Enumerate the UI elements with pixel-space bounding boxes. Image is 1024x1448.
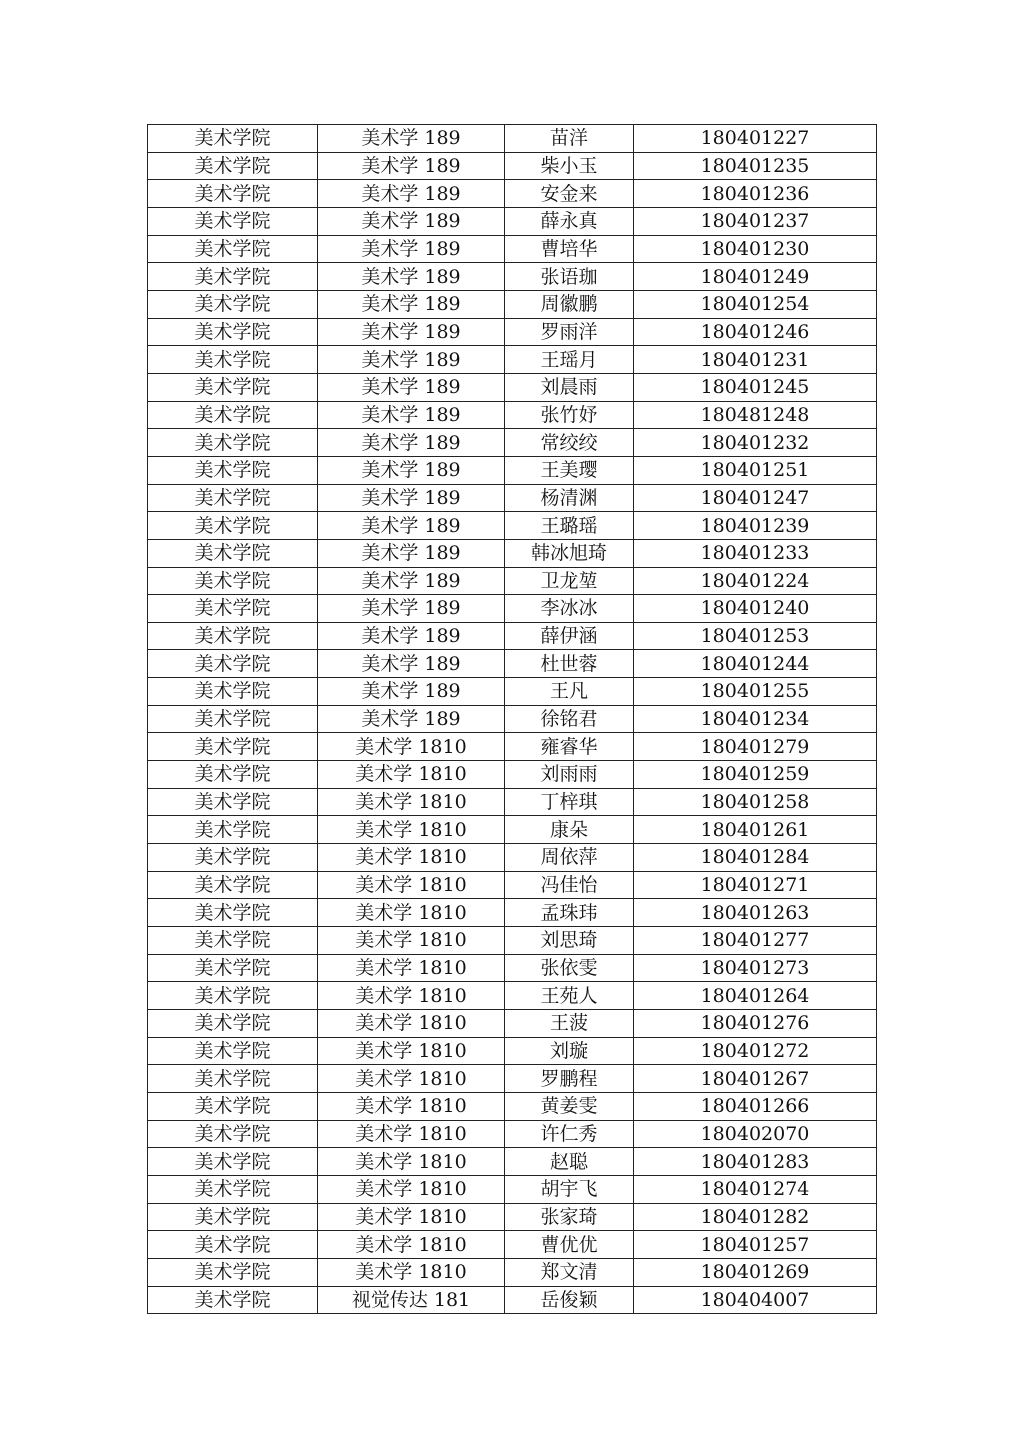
class-cell: 美术学 1810: [318, 927, 505, 955]
table-row: [148, 650, 877, 678]
student-id-cell: 180481248: [634, 401, 877, 429]
class-cell: 美术学 189: [318, 318, 505, 346]
student-name-cell: 康朵: [505, 816, 634, 844]
student-id-cell: 180401233: [634, 539, 877, 567]
table-row: [148, 705, 877, 733]
college-cell: 美术学院: [148, 1258, 318, 1286]
class-cell: 美术学 1810: [318, 1148, 505, 1176]
college-cell: 美术学院: [148, 678, 318, 706]
class-cell: 美术学 189: [318, 235, 505, 263]
class-cell: 美术学 189: [318, 484, 505, 512]
table-row: [148, 954, 877, 982]
student-id-cell: 180401254: [634, 290, 877, 318]
class-cell: 美术学 189: [318, 180, 505, 208]
student-name-cell: 刘雨雨: [505, 761, 634, 789]
student-name-cell: 杜世蓉: [505, 650, 634, 678]
student-id-cell: 180401251: [634, 456, 877, 484]
student-id-cell: 180401244: [634, 650, 877, 678]
student-id-cell: 180401234: [634, 705, 877, 733]
student-name-cell: 苗洋: [505, 125, 634, 153]
table-row: [148, 484, 877, 512]
class-cell: 美术学 1810: [318, 982, 505, 1010]
student-id-cell: 180401245: [634, 373, 877, 401]
student-name-cell: 刘璇: [505, 1037, 634, 1065]
class-cell: 美术学 189: [318, 429, 505, 457]
student-id-cell: 180401276: [634, 1010, 877, 1038]
student-name-cell: 安金来: [505, 180, 634, 208]
college-cell: 美术学院: [148, 539, 318, 567]
student-name-cell: 韩冰旭琦: [505, 539, 634, 567]
student-name-cell: 周徽鹏: [505, 290, 634, 318]
table-row: [148, 318, 877, 346]
student-name-cell: 周依萍: [505, 844, 634, 872]
table-row: [148, 567, 877, 595]
table-row: [148, 1148, 877, 1176]
college-cell: 美术学院: [148, 1037, 318, 1065]
student-id-cell: 180401271: [634, 871, 877, 899]
class-cell: 美术学 1810: [318, 1175, 505, 1203]
class-cell: 美术学 1810: [318, 1120, 505, 1148]
college-cell: 美术学院: [148, 180, 318, 208]
class-cell: 美术学 1810: [318, 899, 505, 927]
student-id-cell: 180401232: [634, 429, 877, 457]
class-cell: 美术学 189: [318, 207, 505, 235]
student-id-cell: 180404007: [634, 1286, 877, 1314]
college-cell: 美术学院: [148, 927, 318, 955]
student-name-cell: 冯佳怡: [505, 871, 634, 899]
class-cell: 美术学 1810: [318, 1203, 505, 1231]
class-cell: 美术学 1810: [318, 1037, 505, 1065]
student-name-cell: 张语珈: [505, 263, 634, 291]
student-name-cell: 卫龙堃: [505, 567, 634, 595]
student-name-cell: 刘晨雨: [505, 373, 634, 401]
class-cell: 美术学 189: [318, 678, 505, 706]
college-cell: 美术学院: [148, 207, 318, 235]
college-cell: 美术学院: [148, 954, 318, 982]
table-row: [148, 927, 877, 955]
class-cell: 美术学 1810: [318, 816, 505, 844]
student-name-cell: 张依雯: [505, 954, 634, 982]
student-name-cell: 赵聪: [505, 1148, 634, 1176]
college-cell: 美术学院: [148, 373, 318, 401]
student-name-cell: 罗雨洋: [505, 318, 634, 346]
table-row: [148, 512, 877, 540]
student-name-cell: 岳俊颖: [505, 1286, 634, 1314]
table-row: [148, 1175, 877, 1203]
class-cell: 美术学 189: [318, 622, 505, 650]
college-cell: 美术学院: [148, 484, 318, 512]
class-cell: 美术学 189: [318, 650, 505, 678]
class-cell: 美术学 189: [318, 346, 505, 374]
student-name-cell: 张竹妤: [505, 401, 634, 429]
table-row: [148, 429, 877, 457]
table-row: [148, 180, 877, 208]
table-row: [148, 1037, 877, 1065]
college-cell: 美术学院: [148, 595, 318, 623]
college-cell: 美术学院: [148, 1148, 318, 1176]
class-cell: 美术学 189: [318, 290, 505, 318]
student-name-cell: 徐铭君: [505, 705, 634, 733]
class-cell: 视觉传达 181: [318, 1286, 505, 1314]
class-cell: 美术学 189: [318, 125, 505, 153]
college-cell: 美术学院: [148, 705, 318, 733]
student-name-cell: 王瑶月: [505, 346, 634, 374]
table-row: [148, 1286, 877, 1314]
student-id-cell: 180401274: [634, 1175, 877, 1203]
college-cell: 美术学院: [148, 899, 318, 927]
table-row: [148, 816, 877, 844]
table-row: [148, 125, 877, 153]
college-cell: 美术学院: [148, 650, 318, 678]
student-name-cell: 薛永真: [505, 207, 634, 235]
student-name-cell: 孟珠玮: [505, 899, 634, 927]
college-cell: 美术学院: [148, 871, 318, 899]
student-roster-table: [147, 124, 877, 1314]
roster-body: [148, 125, 877, 1314]
student-name-cell: 刘思琦: [505, 927, 634, 955]
student-id-cell: 180401224: [634, 567, 877, 595]
table-row: [148, 1203, 877, 1231]
student-id-cell: 180401236: [634, 180, 877, 208]
student-name-cell: 黄姜雯: [505, 1092, 634, 1120]
table-row: [148, 622, 877, 650]
college-cell: 美术学院: [148, 1286, 318, 1314]
college-cell: 美术学院: [148, 982, 318, 1010]
student-id-cell: 180401230: [634, 235, 877, 263]
college-cell: 美术学院: [148, 1203, 318, 1231]
student-id-cell: 180401227: [634, 125, 877, 153]
student-id-cell: 180401277: [634, 927, 877, 955]
table-row: [148, 678, 877, 706]
table-row: [148, 539, 877, 567]
student-id-cell: 180401239: [634, 512, 877, 540]
table-row: [148, 152, 877, 180]
class-cell: 美术学 1810: [318, 761, 505, 789]
student-id-cell: 180401267: [634, 1065, 877, 1093]
student-name-cell: 罗鹏程: [505, 1065, 634, 1093]
student-name-cell: 王凡: [505, 678, 634, 706]
student-id-cell: 180401246: [634, 318, 877, 346]
student-id-cell: 180401259: [634, 761, 877, 789]
college-cell: 美术学院: [148, 401, 318, 429]
college-cell: 美术学院: [148, 761, 318, 789]
class-cell: 美术学 189: [318, 373, 505, 401]
class-cell: 美术学 189: [318, 512, 505, 540]
college-cell: 美术学院: [148, 1092, 318, 1120]
table-row: [148, 401, 877, 429]
table-row: [148, 844, 877, 872]
class-cell: 美术学 189: [318, 705, 505, 733]
class-cell: 美术学 1810: [318, 1010, 505, 1038]
college-cell: 美术学院: [148, 1120, 318, 1148]
college-cell: 美术学院: [148, 429, 318, 457]
class-cell: 美术学 1810: [318, 954, 505, 982]
student-id-cell: 180401247: [634, 484, 877, 512]
student-id-cell: 180401269: [634, 1258, 877, 1286]
class-cell: 美术学 1810: [318, 871, 505, 899]
table-row: [148, 1092, 877, 1120]
class-cell: 美术学 1810: [318, 788, 505, 816]
college-cell: 美术学院: [148, 816, 318, 844]
table-row: [148, 761, 877, 789]
college-cell: 美术学院: [148, 263, 318, 291]
table-row: [148, 595, 877, 623]
table-row: [148, 1231, 877, 1259]
table-row: [148, 207, 877, 235]
class-cell: 美术学 1810: [318, 1092, 505, 1120]
student-name-cell: 王苑人: [505, 982, 634, 1010]
class-cell: 美术学 1810: [318, 1065, 505, 1093]
student-name-cell: 柴小玉: [505, 152, 634, 180]
class-cell: 美术学 189: [318, 456, 505, 484]
student-name-cell: 张家琦: [505, 1203, 634, 1231]
class-cell: 美术学 189: [318, 263, 505, 291]
student-name-cell: 雍睿华: [505, 733, 634, 761]
student-name-cell: 王璐瑶: [505, 512, 634, 540]
college-cell: 美术学院: [148, 844, 318, 872]
student-name-cell: 薛伊涵: [505, 622, 634, 650]
student-id-cell: 180402070: [634, 1120, 877, 1148]
college-cell: 美术学院: [148, 788, 318, 816]
table-row: [148, 456, 877, 484]
college-cell: 美术学院: [148, 235, 318, 263]
student-id-cell: 180401231: [634, 346, 877, 374]
table-row: [148, 373, 877, 401]
college-cell: 美术学院: [148, 125, 318, 153]
college-cell: 美术学院: [148, 318, 318, 346]
college-cell: 美术学院: [148, 152, 318, 180]
table-row: [148, 290, 877, 318]
table-row: [148, 871, 877, 899]
student-id-cell: 180401263: [634, 899, 877, 927]
student-id-cell: 180401249: [634, 263, 877, 291]
table-row: [148, 1010, 877, 1038]
student-id-cell: 180401264: [634, 982, 877, 1010]
student-name-cell: 曹培华: [505, 235, 634, 263]
student-id-cell: 180401253: [634, 622, 877, 650]
table-row: [148, 982, 877, 1010]
table-row: [148, 1120, 877, 1148]
class-cell: 美术学 189: [318, 595, 505, 623]
student-id-cell: 180401266: [634, 1092, 877, 1120]
student-id-cell: 180401279: [634, 733, 877, 761]
college-cell: 美术学院: [148, 346, 318, 374]
student-id-cell: 180401257: [634, 1231, 877, 1259]
student-id-cell: 180401284: [634, 844, 877, 872]
table-row: [148, 733, 877, 761]
class-cell: 美术学 189: [318, 567, 505, 595]
table-row: [148, 235, 877, 263]
college-cell: 美术学院: [148, 290, 318, 318]
student-name-cell: 许仁秀: [505, 1120, 634, 1148]
student-id-cell: 180401283: [634, 1148, 877, 1176]
student-id-cell: 180401258: [634, 788, 877, 816]
table-row: [148, 346, 877, 374]
class-cell: 美术学 1810: [318, 733, 505, 761]
college-cell: 美术学院: [148, 622, 318, 650]
student-name-cell: 王美璎: [505, 456, 634, 484]
college-cell: 美术学院: [148, 1175, 318, 1203]
college-cell: 美术学院: [148, 1231, 318, 1259]
student-id-cell: 180401282: [634, 1203, 877, 1231]
student-id-cell: 180401273: [634, 954, 877, 982]
table-row: [148, 788, 877, 816]
college-cell: 美术学院: [148, 1065, 318, 1093]
class-cell: 美术学 1810: [318, 1231, 505, 1259]
student-name-cell: 王菠: [505, 1010, 634, 1038]
college-cell: 美术学院: [148, 456, 318, 484]
student-name-cell: 丁梓琪: [505, 788, 634, 816]
student-name-cell: 胡宇飞: [505, 1175, 634, 1203]
table-row: [148, 263, 877, 291]
class-cell: 美术学 189: [318, 401, 505, 429]
student-name-cell: 郑文清: [505, 1258, 634, 1286]
class-cell: 美术学 189: [318, 539, 505, 567]
class-cell: 美术学 1810: [318, 844, 505, 872]
student-id-cell: 180401261: [634, 816, 877, 844]
college-cell: 美术学院: [148, 733, 318, 761]
class-cell: 美术学 189: [318, 152, 505, 180]
table-row: [148, 899, 877, 927]
student-name-cell: 常绞绞: [505, 429, 634, 457]
college-cell: 美术学院: [148, 567, 318, 595]
class-cell: 美术学 1810: [318, 1258, 505, 1286]
student-name-cell: 李冰冰: [505, 595, 634, 623]
college-cell: 美术学院: [148, 512, 318, 540]
student-name-cell: 曹优优: [505, 1231, 634, 1259]
table-row: [148, 1258, 877, 1286]
student-id-cell: 180401237: [634, 207, 877, 235]
student-id-cell: 180401272: [634, 1037, 877, 1065]
student-id-cell: 180401255: [634, 678, 877, 706]
student-id-cell: 180401235: [634, 152, 877, 180]
student-id-cell: 180401240: [634, 595, 877, 623]
student-name-cell: 杨清渊: [505, 484, 634, 512]
table-row: [148, 1065, 877, 1093]
college-cell: 美术学院: [148, 1010, 318, 1038]
